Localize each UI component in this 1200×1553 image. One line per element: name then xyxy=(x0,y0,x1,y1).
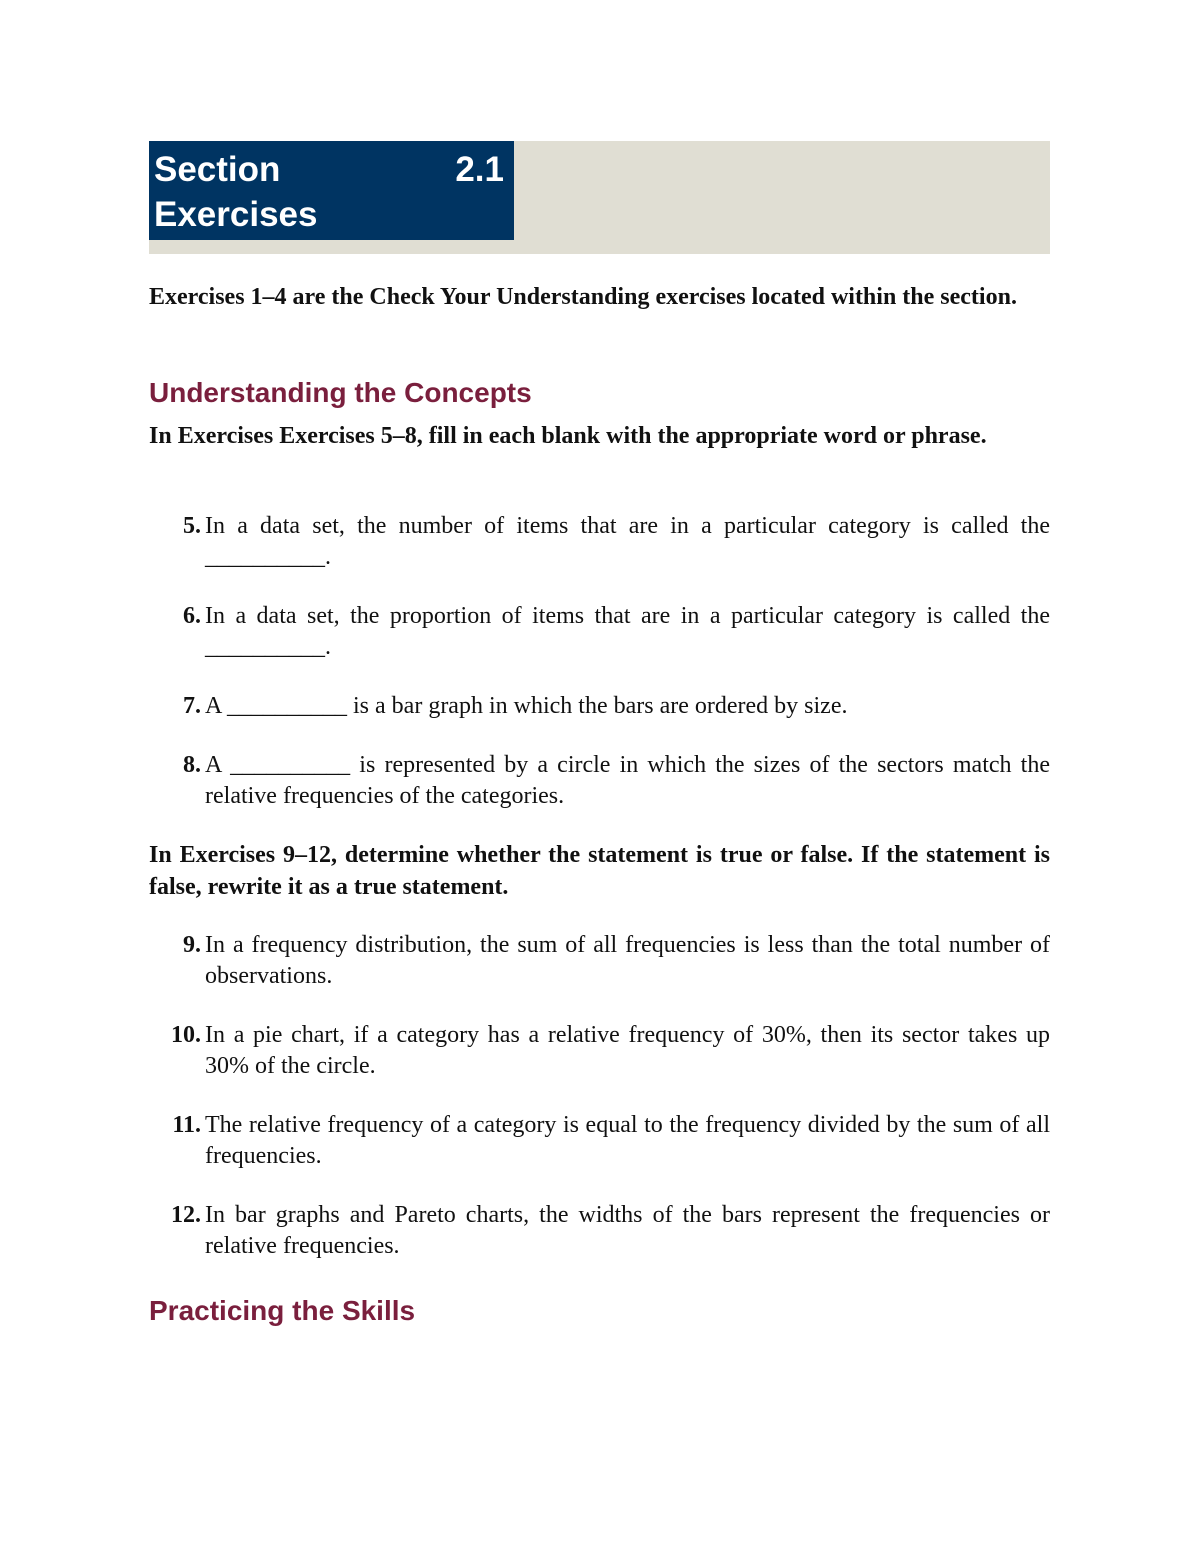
true-false-instructions: In Exercises 9–12, determine whether the statement is true or false. If the statement is false, rewrite it as a true statement. xyxy=(149,842,1050,900)
exercise-number: 6. xyxy=(183,603,201,629)
intro-paragraph: Exercises 1–4 are the Check Your Understanding exercises located within the section. xyxy=(149,284,1017,310)
exercise-number: 12. xyxy=(171,1202,201,1228)
exercise-text: A __________ is represented by a circle in which the sizes of the sectors match the relative frequencies of the categories. xyxy=(205,752,1050,809)
exercise-text: In bar graphs and Pareto charts, the widths of the bars represent the frequencies or relative frequencies. xyxy=(205,1202,1050,1259)
exercise-text: The relative frequency of a category is equal to the frequency divided by the sum of all frequencies. xyxy=(205,1112,1050,1169)
concepts-heading: Understanding the Concepts xyxy=(149,377,532,408)
exercise-item xyxy=(149,1200,1050,1262)
fill-instructions: In Exercises Exercises 5–8, fill in each blank with the appropriate word or phrase. xyxy=(149,423,987,449)
exercise-number: 10. xyxy=(171,1022,201,1048)
section-subtitle: Exercises xyxy=(154,195,318,234)
exercise-number: 8. xyxy=(183,752,201,778)
exercise-item xyxy=(149,691,1050,722)
exercise-item xyxy=(149,930,1050,992)
exercise-number: 5. xyxy=(183,513,201,539)
exercise-text: In a pie chart, if a category has a relative frequency of 30%, then its sector takes up 30% of the circle. xyxy=(205,1022,1050,1079)
exercise-text: In a data set, the proportion of items that are in a particular category is called the __________. xyxy=(205,603,1050,660)
exercise-item xyxy=(149,1110,1050,1172)
exercise-item xyxy=(149,1020,1050,1082)
section-label: Section xyxy=(154,150,281,189)
section-banner xyxy=(149,141,1050,254)
exercise-item xyxy=(149,750,1050,812)
exercise-item xyxy=(149,601,1050,663)
exercise-number: 7. xyxy=(183,693,201,719)
exercise-text: In a frequency distribution, the sum of all frequencies is less than the total number of observations. xyxy=(205,932,1050,989)
exercise-number: 9. xyxy=(183,932,201,958)
exercise-text: A __________ is a bar graph in which the bars are ordered by size. xyxy=(205,693,848,719)
exercise-text: In a data set, the number of items that are in a particular category is called the __________. xyxy=(205,513,1050,570)
section-title-box xyxy=(149,141,514,240)
section-number: 2.1 xyxy=(455,150,504,189)
exercise-number: 11. xyxy=(172,1112,201,1138)
skills-heading: Practicing the Skills xyxy=(149,1295,416,1326)
exercise-item xyxy=(149,511,1050,573)
